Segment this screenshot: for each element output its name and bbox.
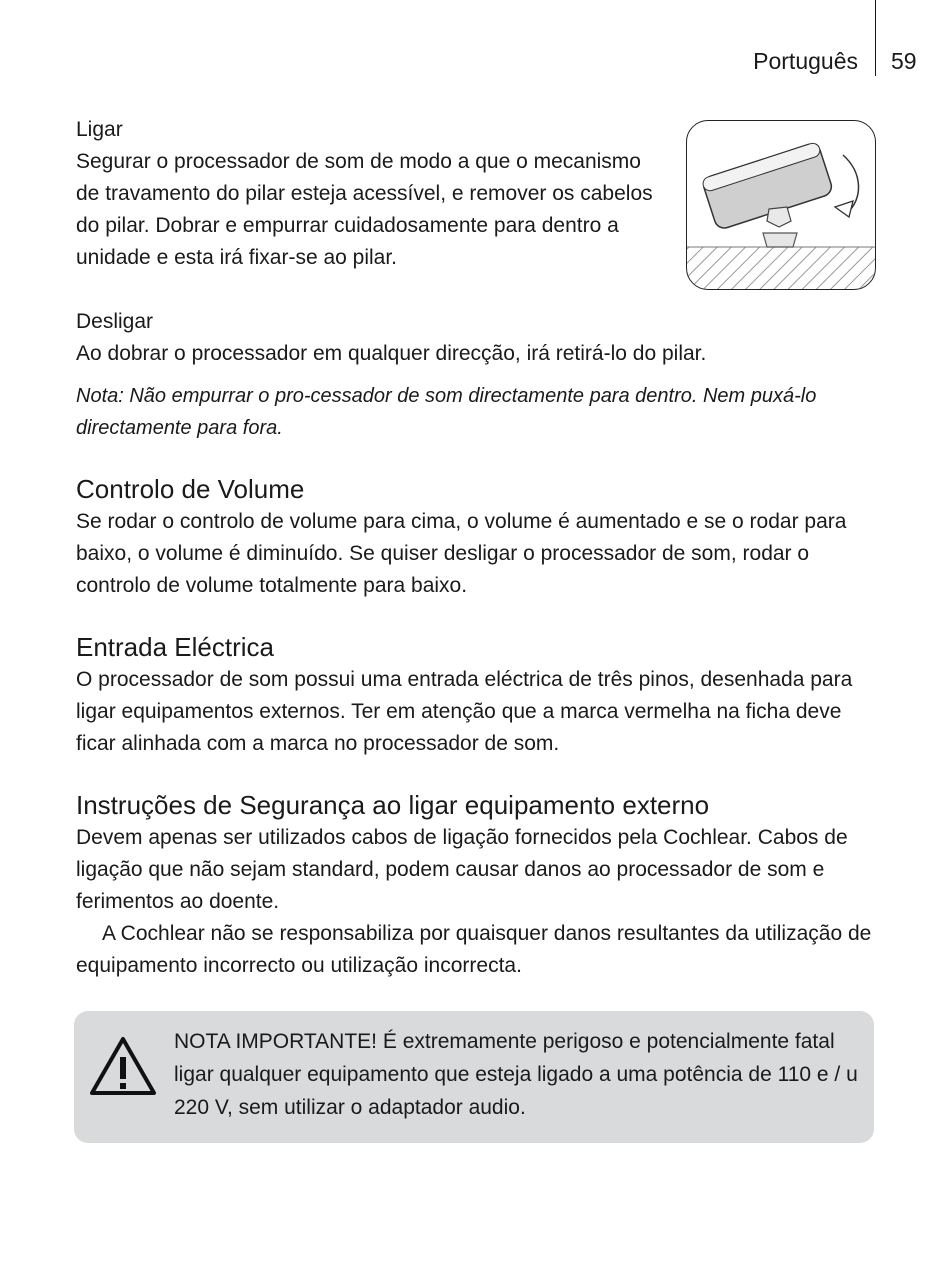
desligar-title: Desligar [76, 310, 154, 333]
important-note-box [74, 1011, 874, 1143]
important-note-text: NOTA IMPORTANTE! É extremamente perigoso e potencialmente fatal ligar qualquer equipamento que esteja ligado a uma potência de 110 e / u 220 V, sem utilizar o adaptador audio. [174, 1030, 858, 1119]
ligar-body: Segurar o processador de som de modo a que o mecanismo de travamento do pilar esteja acessível, e remover os cabelos do pilar. Dobrar e empurrar cuidadosamente para dentro a unidade e esta irá fixar-se ao pilar. [76, 150, 653, 269]
entrada-heading: Entrada Eléctrica [76, 632, 274, 662]
seguranca-heading: Instruções de Segurança ao ligar equipamento externo [76, 790, 710, 820]
desligar-body: Ao dobrar o processador em qualquer direcção, irá retirá-lo do pilar. [76, 342, 707, 365]
desligar-note: Nota: Não empurrar o pro-cessador de som directamente para dentro. Nem puxá-lo directamente para fora. [76, 385, 817, 439]
page-content [76, 114, 876, 982]
header-language: Português [753, 48, 858, 74]
volume-heading: Controlo de Volume [76, 474, 305, 504]
entrada-body: O processador de som possui uma entrada eléctrica de três pinos, desenhada para ligar equipamentos externos. Ter em atenção que a marca vermelha na ficha deve ficar alinhada com a marca no processador de som. [76, 668, 853, 755]
page-number: 59 [891, 48, 917, 74]
seguranca-body-2: A Cochlear não se responsabiliza por quaisquer danos resultantes da utilização de equipamento incorrecto ou utilização incorrecta. [76, 922, 872, 977]
header-divider [875, 0, 876, 76]
seguranca-body: Devem apenas ser utilizados cabos de ligação fornecidos pela Cochlear. Cabos de ligação que não sejam standard, podem causar danos ao processador de som e ferimentos ao doente. [76, 826, 848, 913]
ligar-title: Ligar [76, 118, 123, 141]
volume-body: Se rodar o controlo de volume para cima, o volume é aumentado e se o rodar para baixo, o volume é diminuído. Se quiser desligar o processador de som, rodar o controlo de volume totalmente para baixo. [76, 510, 847, 597]
warning-triangle-icon [88, 1035, 158, 1097]
